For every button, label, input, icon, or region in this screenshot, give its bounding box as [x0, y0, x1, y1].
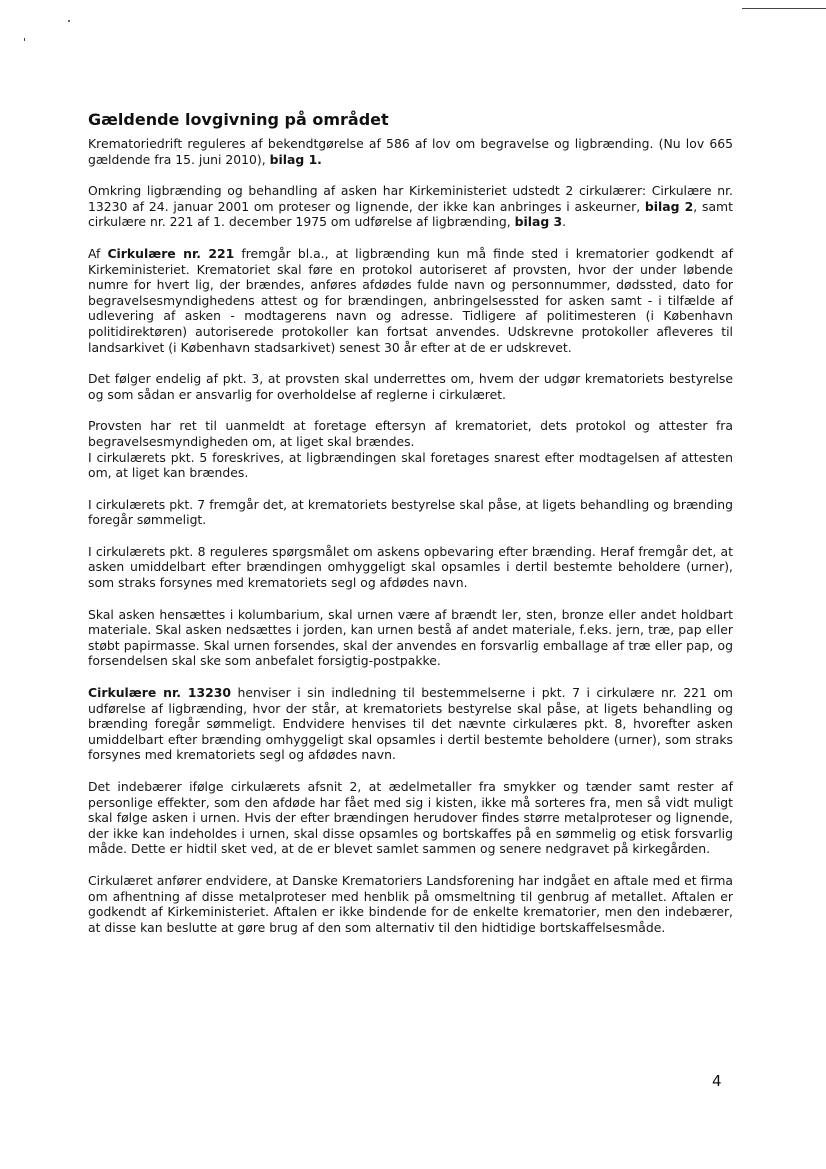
- section-heading: Gældende lovgivning på området: [88, 110, 389, 129]
- paragraph-text: Det indebærer ifølge cirkulærets afsnit 2, at ædelmetaller fra smykker og tænder samt rester af personlige effekter, som den afdøde har fået med sig i kisten, ikke må sorteres fra, men så vidt muligt skal følge asken i urnen. Hvis der efter brændingen herudover findes større metalproteser og lignende, der ikke kan indeholdes i urnen, skal disse opsamles og bortskaffes på en sømmelig og etisk forsvarlig måde. Dette er hidtil sket ved, at de er blevet samlet sammen og senere nedgravet på kirkegården.: [88, 779, 733, 857]
- paragraph-list: [88, 136, 733, 935]
- paragraph: [88, 607, 733, 669]
- paragraph: [88, 450, 733, 481]
- paragraph-text: I cirkulærets pkt. 5 foreskrives, at ligbrændingen skal foretages snarest efter modtagelsen af attesten om, at liget kan brændes.: [88, 449, 733, 481]
- paragraph: [88, 246, 733, 355]
- paragraph: [88, 779, 733, 857]
- paragraph-text: Af: [88, 245, 108, 261]
- paragraph-text: henviser i sin indledning til bestemmelserne i pkt. 7 i cirkulære nr. 221 om udførelse af ligbrænding, hvor der står, at krematoriets bestyrelse skal påse, at ligets behandling og brænding foregår sømmeligt. Endvidere henvises til det nævnte cirkulæres pkt. 8, hvorefter asken umiddelbart efter brænding omhyggeligt skal opsamles i dertil bestemte beholdere (urner), som straks forsynes med krematoriets segl og afdødes navn.: [88, 685, 733, 763]
- paragraph-text: , samt cirkulære nr. 221 af 1. december 1975 om udførelse af ligbrænding,: [88, 198, 733, 230]
- page-number: 4: [712, 1072, 722, 1090]
- paragraph: [88, 136, 733, 167]
- paragraph: [88, 418, 733, 449]
- paragraph-text: Omkring ligbrænding og behandling af asken har Kirkeministeriet udstedt 2 cirkulærer: Cirkulære nr. 13230 af 24. januar 2001 om proteser og lignende, der ikke kan anbringes i askeurner,: [88, 183, 733, 214]
- paragraph: [88, 544, 733, 591]
- bold-text: bilag 2: [644, 198, 694, 214]
- paragraph-text: .: [562, 214, 567, 230]
- scan-speck: [68, 20, 70, 22]
- bold-text: Cirkulære nr. 13230: [88, 685, 231, 701]
- paragraph-text: I cirkulærets pkt. 7 fremgår det, at krematoriets bestyrelse skal påse, at ligets behandling og brænding foregår sømmeligt.: [88, 496, 733, 528]
- paragraph-text: Cirkulæret anfører endvidere, at Danske Krematoriers Landsforening har indgået en aftale med et firma om afhentning af disse metalproteser med henblik på omsmeltning til genbrug af metallet. Aftalen er godkendt af Kirkeministeriet. Aftalen er ikke bindende for de enkelte krematorier, men den indebærer, at disse kan beslutte at gøre brug af den som alternativ til den hidtidige bortskaffelsesmåde.: [88, 872, 733, 935]
- bold-text: Cirkulære nr. 221: [107, 245, 235, 261]
- paragraph: [88, 685, 733, 763]
- bold-text: bilag 3: [514, 214, 563, 230]
- paragraph-text: Provsten har ret til uanmeldt at foretage eftersyn af krematoriet, dets protokol og attester fra begravelsesmyndigheden om, at liget skal brændes.: [88, 418, 733, 449]
- paragraph: [88, 371, 733, 402]
- paragraph-text: Krematoriedrift reguleres af bekendtgørelse af 586 af lov om begravelse og ligbrænding. (Nu lov 665 gældende fra 15. juni 2010),: [88, 136, 733, 167]
- paragraph: [88, 183, 733, 230]
- paragraph-text: Det følger endelig af pkt. 3, at provsten skal underrettes om, hvem der udgør krematoriets bestyrelse og som sådan er ansvarlig for overholdelse af reglerne i cirkulæret.: [88, 371, 733, 402]
- paragraph-text: I cirkulærets pkt. 8 reguleres spørgsmålet om askens opbevaring efter brænding. Heraf fremgår det, at asken umiddelbart efter brændingen omhyggeligt skal opsamles i dertil bestemte beholdere (urner), som straks forsynes med krematoriets segl og afdødes navn.: [88, 543, 733, 591]
- top-rule: [742, 8, 826, 9]
- paragraph: [88, 497, 733, 528]
- document-body: [88, 110, 733, 951]
- paragraph-text: fremgår bl.a., at ligbrænding kun må finde sted i krematorier godkendt af Kirkeministeriet. Krematoriet skal føre en protokol autoriseret af provsten, hvor der under løbende numre for hvert lig, der brændes, anføres afdødes fulde navn og personnummer, dødssted, dato for begravelsesmyndighedens attest og for brændingen, anbringelsessted for asken samt - i tilfælde af udlevering af asken - modtagerens navn og adresse. Tidligere af politimesteren (i København politidirektøren) autoriserede protokoller kan fortsat anvendes. Udskrevne protokoller afleveres til landsarkivet (i København stadsarkivet) senest 30 år efter at de er udskrevet.: [88, 245, 733, 355]
- paragraph: [88, 873, 733, 935]
- bold-text: bilag 1.: [269, 151, 322, 167]
- paragraph-text: Skal asken hensættes i kolumbarium, skal urnen være af brændt ler, sten, bronze eller andet holdbart materiale. Skal asken nedsættes i jorden, kan urnen bestå af andet materiale, f.eks. jern, træ, pap eller støbt papirmasse. Skal urnen forsendes, skal der anvendes en forsvarlig emballage af træ eller pap, og forsendelsen skal ske som anbefalet forsigtig-postpakke.: [88, 606, 733, 669]
- scan-speck: [24, 38, 25, 41]
